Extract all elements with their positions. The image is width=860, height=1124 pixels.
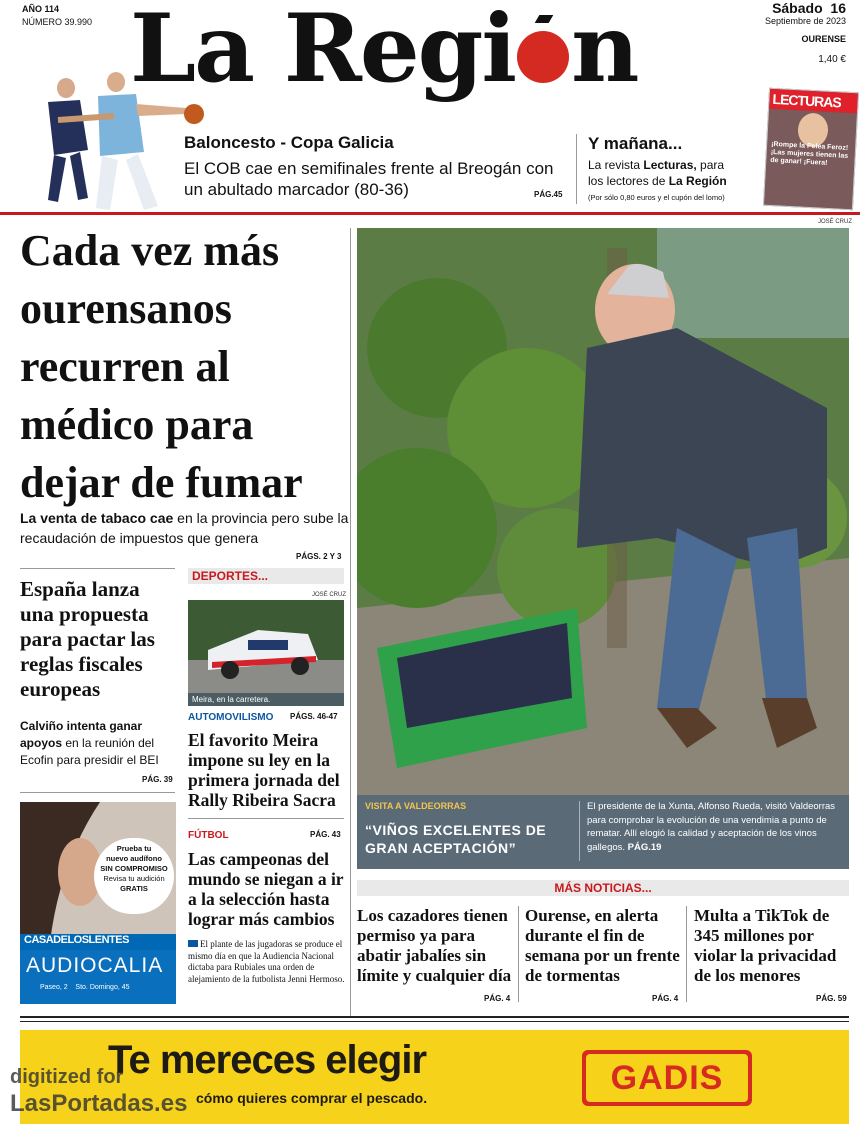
vineyard-photo[interactable] [357, 228, 849, 795]
promo-note: (Por sólo 0,80 euros y el cupón del lomo) [588, 193, 725, 202]
top-story-page: PÁG.45 [534, 190, 563, 199]
news-item-2-title[interactable]: Ourense, en alerta durante el fin de semana por un frente de tormentas [525, 906, 680, 985]
futbol-header: FÚTBOL [188, 830, 229, 841]
news-item-1-title[interactable]: Los cazadores tienen permiso ya para abatir jabalíes sin límite y cualquier día [357, 906, 512, 985]
issue-number: NÚMERO 39.990 [22, 17, 93, 27]
futbol-title[interactable]: Las campeonas del mundo se niegan a ir a la selección hasta lograr más cambios [188, 849, 344, 929]
date-monthyear: Septiembre de 2023 [764, 16, 846, 26]
espana-headline[interactable]: España lanza una propuesta para pactar las reglas fiscales europeas [20, 577, 155, 701]
auto-header: AUTOMOVILISMO [188, 712, 274, 723]
main-deck: La venta de tabaco cae en la provincia pero sube la recaudación de impuestos que genera [20, 510, 349, 546]
futbol-page: PÁG. 43 [310, 830, 341, 839]
bullet-icon [188, 940, 198, 947]
date-day: Sábado 16 [772, 0, 846, 16]
auto-title[interactable]: El favorito Meira impone su ley en la primera jornada del Rally Ribeira Sacra [188, 730, 340, 810]
deportes-header[interactable]: DEPORTES... [188, 568, 344, 584]
audio-brand-2: AUDIOCALIA [26, 954, 164, 977]
espana-page: PÁG. 39 [142, 775, 173, 784]
auto-page: PÁGS. 46-47 [290, 712, 338, 721]
lecturas-cover-text: ¡Rompe la Pelea Feroz! ¡Las mujeres tienen las de ganar! ¡Fuera! [770, 140, 849, 167]
audio-address: Paseo, 2 Sto. Domingo, 45 [40, 984, 130, 991]
lecturas-logo: LECTURAS [769, 89, 858, 114]
column-divider [350, 228, 351, 1018]
price-label: 1,40 € [818, 54, 846, 65]
photo-quote[interactable]: “VIÑOS EXCELENTES DE GRAN ACEPTACIÓN” [365, 822, 547, 856]
deportes-photo-credit: JOSÉ CRUZ [312, 592, 347, 598]
news-item-2-page: PÁG. 4 [652, 994, 679, 1003]
main-page: PÁGS. 2 Y 3 [296, 552, 342, 561]
gadis-headline: Te mereces elegir [108, 1038, 427, 1082]
lecturas-cover[interactable] [763, 88, 859, 211]
watermark-line1: digitized for [10, 1066, 124, 1088]
news-item-3-page: PÁG. 59 [816, 994, 847, 1003]
gadis-sub: cómo quieres comprar el pescado. [196, 1090, 428, 1106]
mas-noticias-header[interactable]: MÁS NOTICIAS... [357, 880, 849, 896]
basketball-photo[interactable] [18, 60, 208, 212]
newspaper-logo[interactable]: La Regi n [130, 0, 638, 104]
masthead-rule [0, 212, 860, 215]
news-item-1-page: PÁG. 4 [484, 994, 511, 1003]
audio-brand-1: CASADELOSLENTES [20, 934, 176, 950]
promo-title: Y mañana... [588, 134, 683, 153]
espana-deck: Calviño intenta ganar apoyos en la reunión del Ecofin para presidir el BEI [20, 719, 159, 767]
main-headline[interactable]: Cada vez más ourensanos recurren al médico para dejar de fumar [20, 226, 303, 507]
edition-label: OURENSE [801, 34, 846, 44]
promo-text[interactable]: La revista Lecturas, para los lectores de La Región [588, 158, 727, 188]
masthead-divider [576, 134, 577, 204]
gadis-logo: GADIS [582, 1050, 752, 1106]
rally-photo[interactable] [188, 600, 344, 706]
photo-kicker: VISITA A VALDEORRAS [365, 801, 467, 811]
watermark-line2: LasPortadas.es [10, 1090, 188, 1117]
rally-caption: Meira, en la carretera. [188, 693, 344, 706]
audiocalia-ad[interactable] [20, 802, 176, 1004]
year-label: AÑO 114 [22, 4, 60, 14]
photo-caption: El presidente de la Xunta, Alfonso Rueda, visitó Valdeorras para comprobar la evolución de una vendimia a punto de rematar. Allí elogió la calidad y aceptación de los vinos gallegos. PÁG.19 [587, 801, 836, 853]
logo-red-o [517, 31, 569, 83]
top-story-kicker: Baloncesto - Copa Galicia [184, 133, 394, 152]
main-photo-credit: JOSÉ CRUZ [818, 219, 853, 225]
top-story-text[interactable]: El COB cae en semifinales frente al Breogán con un abultado marcador (80-36) [184, 159, 554, 199]
photo-banner [357, 795, 849, 869]
news-item-3-title[interactable]: Multa a TikTok de 345 millones por violar la privacidad de los menores [694, 906, 837, 985]
futbol-text: El plante de las jugadoras se produce el mismo día en que la Audiencia Nacional dictaba para Rubiales una orden de alejamiento de la futbolista Jenni Hermoso. [188, 939, 345, 984]
audio-bubble: Prueba tu nuevo audífono SIN COMPROMISO Revisa tu audición GRATIS [94, 838, 174, 914]
